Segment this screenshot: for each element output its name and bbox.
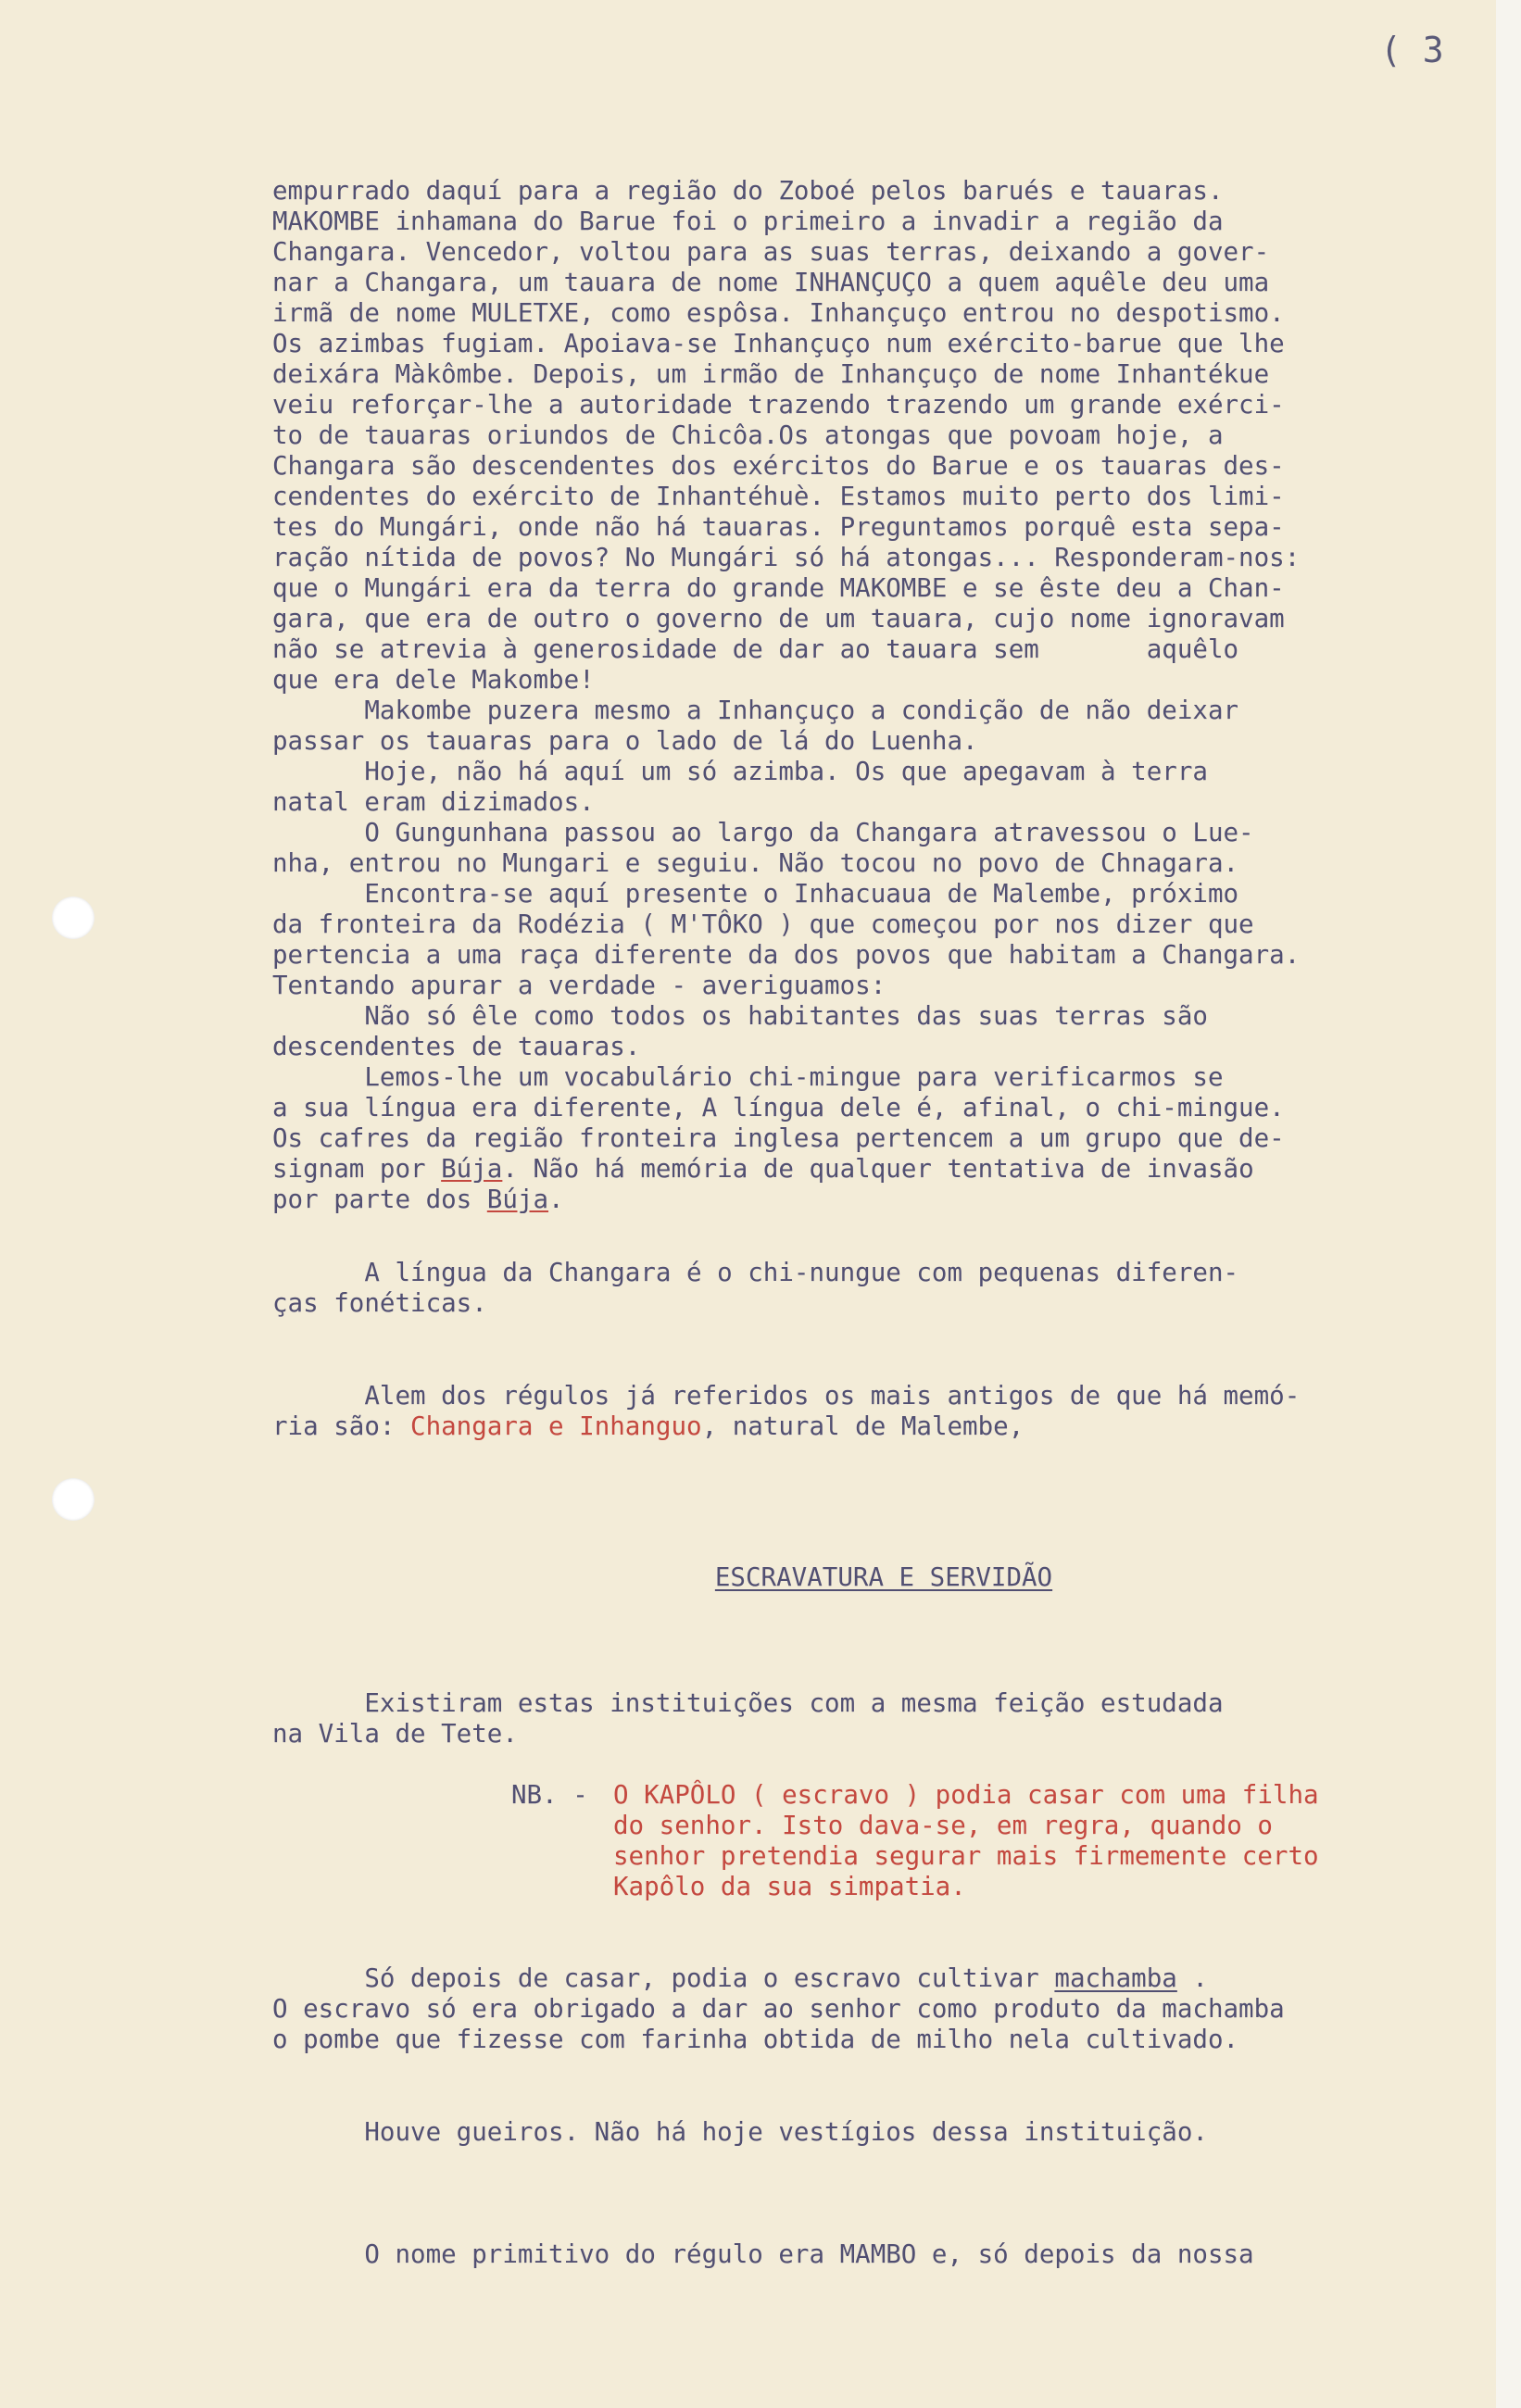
page-number: ( 3 (1380, 30, 1444, 70)
text-line (272, 1154, 1495, 1185)
text-line: Makombe puzera mesmo a Inhançuço a condição de não deixar (272, 696, 1239, 725)
text-line: Os azimbas fugiam. Apoiava-se Inhançuço num exército-barue que lhe (272, 329, 1285, 358)
section-heading-container (272, 1562, 1495, 1593)
text-line: Existiram estas instituições com a mesma feição estudada (272, 1688, 1224, 1718)
text-line: A língua da Changara é o chi-nungue com pequenas diferen- (272, 1258, 1239, 1287)
paragraph-regulos (272, 1381, 1495, 1442)
text-line: O Gungunhana passou ao largo da Changara atravessou o Lue- (272, 818, 1254, 847)
text-line: MAKOMBE inhamana do Barue foi o primeiro a invadir a região da (272, 207, 1224, 236)
punch-hole (52, 1478, 94, 1521)
text-span: , natural de Malembe, (701, 1411, 1024, 1441)
text-line: O KAPÔLO ( escravo ) podia casar com uma filha (613, 1780, 1319, 1810)
paragraph-institutions (272, 1688, 1495, 1750)
text-span: signam por (272, 1154, 442, 1184)
text-line: gara, que era de outro o governo de um tauara, cujo nome ignoravam (272, 604, 1285, 633)
text-span: . Não há memória de qualquer tentativa de invasão (502, 1154, 1254, 1184)
text-line: que era dele Makombe! (272, 665, 595, 695)
paragraph-history (272, 176, 1495, 696)
text-span: por parte dos (272, 1185, 487, 1214)
text-line: natal eram dizimados. (272, 787, 595, 817)
nb-label: NB. - (511, 1780, 604, 1810)
nb-text (613, 1780, 1319, 1902)
text-line: Changara. Vencedor, voltou para as suas terras, deixando a gover- (272, 237, 1270, 267)
scanner-margin (1496, 0, 1521, 2408)
text-line: a sua língua era diferente, A língua dele é, afinal, o chi-mingue. (272, 1093, 1285, 1122)
paragraph-language (272, 1258, 1495, 1319)
paragraph-machamba (272, 1963, 1495, 2055)
text-line: O nome primitivo do régulo era MAMBO e, só depois da nossa (272, 2239, 1254, 2269)
text-line: veiu reforçar-lhe a autoridade trazendo trazendo um grande exérci- (272, 390, 1285, 420)
underlined-word-buja: Búja (486, 1185, 549, 1214)
text-line: Hoje, não há aquí um só azimba. Os que apegavam à terra (272, 757, 1208, 786)
text-line: do senhor. Isto dava-se, em regra, quando o (613, 1811, 1273, 1840)
text-line: Encontra-se aquí presente o Inhacuaua de Malembe, próximo (272, 879, 1239, 909)
text-line: nar a Changara, um tauara de nome INHANÇUÇO a quem aquêle deu uma (272, 268, 1270, 297)
text-line: passar os tauaras para o lado de lá do Luenha. (272, 726, 978, 756)
text-span: Só depois de casar, podia o escravo cultivar (272, 1963, 1055, 1993)
text-line: Lemos-lhe um vocabulário chi-mingue para verificarmos se (272, 1062, 1224, 1092)
text-line: Alem dos régulos já referidos os mais antigos de que há memó- (272, 1381, 1301, 1411)
text-line: Os cafres da região fronteira inglesa pertencem a um grupo que de- (272, 1123, 1285, 1153)
text-line: to de tauaras oriundos de Chicôa.Os atongas que povoam hoje, a (272, 420, 1224, 450)
text-line: ças fonéticas. (272, 1288, 487, 1318)
text-line (272, 1963, 1495, 1994)
text-line: O escravo só era obrigado a dar ao senhor como produto da machamba (272, 1994, 1285, 2024)
text-line: Changara são descendentes dos exércitos do Barue e os tauaras des- (272, 451, 1285, 481)
paragraph-testimony (272, 696, 1495, 1215)
text-line: cendentes do exército de Inhantéhuè. Estamos muito perto dos limi- (272, 482, 1285, 511)
text-line (272, 1411, 1495, 1442)
text-line (272, 1185, 1495, 1215)
text-line: na Vila de Tete. (272, 1719, 518, 1749)
text-line: o pombe que fizesse com farinha obtida de milho nela cultivado. (272, 2025, 1239, 2054)
text-line: irmã de nome MULETXE, como espôsa. Inhançuço entrou no despotismo. (272, 298, 1285, 328)
underlined-word-buja: Búja (441, 1154, 503, 1184)
section-heading: ESCRAVATURA E SERVIDÃO (714, 1562, 1053, 1592)
text-line: senhor pretendia segurar mais firmemente certo (613, 1841, 1319, 1871)
text-line: descendentes de tauaras. (272, 1032, 641, 1061)
paragraph-gueiros (272, 2117, 1495, 2148)
text-line: Houve gueiros. Não há hoje vestígios dessa instituição. (272, 2117, 1208, 2147)
text-line: empurrado daquí para a região do Zoboé pelos barués e tauaras. (272, 176, 1224, 206)
punch-hole (52, 897, 94, 939)
underlined-word-machamba: machamba (1054, 1963, 1177, 1993)
text-line: Não só êle como todos os habitantes das suas terras são (272, 1001, 1208, 1031)
text-line: pertencia a uma raça diferente da dos povos que habitam a Changara. (272, 940, 1301, 970)
text-span: ria são: (272, 1411, 411, 1441)
text-span: . (548, 1185, 564, 1214)
paragraph-mambo (272, 2239, 1495, 2270)
text-line: nha, entrou no Mungari e seguiu. Não tocou no povo de Chnagara. (272, 848, 1239, 878)
text-line: ração nítida de povos? No Mungári só há atongas... Responderam-nos: (272, 543, 1301, 572)
text-line: não se atrevia à generosidade de dar ao tauara sem aquêlo (272, 634, 1239, 664)
text-line: que o Mungári era da terra do grande MAKOMBE e se êste deu a Chan- (272, 573, 1285, 603)
text-line: Tentando apurar a verdade - averiguamos: (272, 971, 886, 1000)
text-line: deixára Màkômbe. Depois, um irmão de Inhançuço de nome Inhantékue (272, 359, 1270, 389)
text-line: Kapôlo da sua simpatia. (613, 1872, 966, 1901)
text-span: . (1176, 1963, 1208, 1993)
text-line: tes do Mungári, onde não há tauaras. Preguntamos porquê esta sepa- (272, 512, 1285, 542)
red-ink-names: Changara e Inhanguo (410, 1411, 702, 1441)
text-line: da fronteira da Rodézia ( M'TÔKO ) que começou por nos dizer que (272, 909, 1254, 939)
